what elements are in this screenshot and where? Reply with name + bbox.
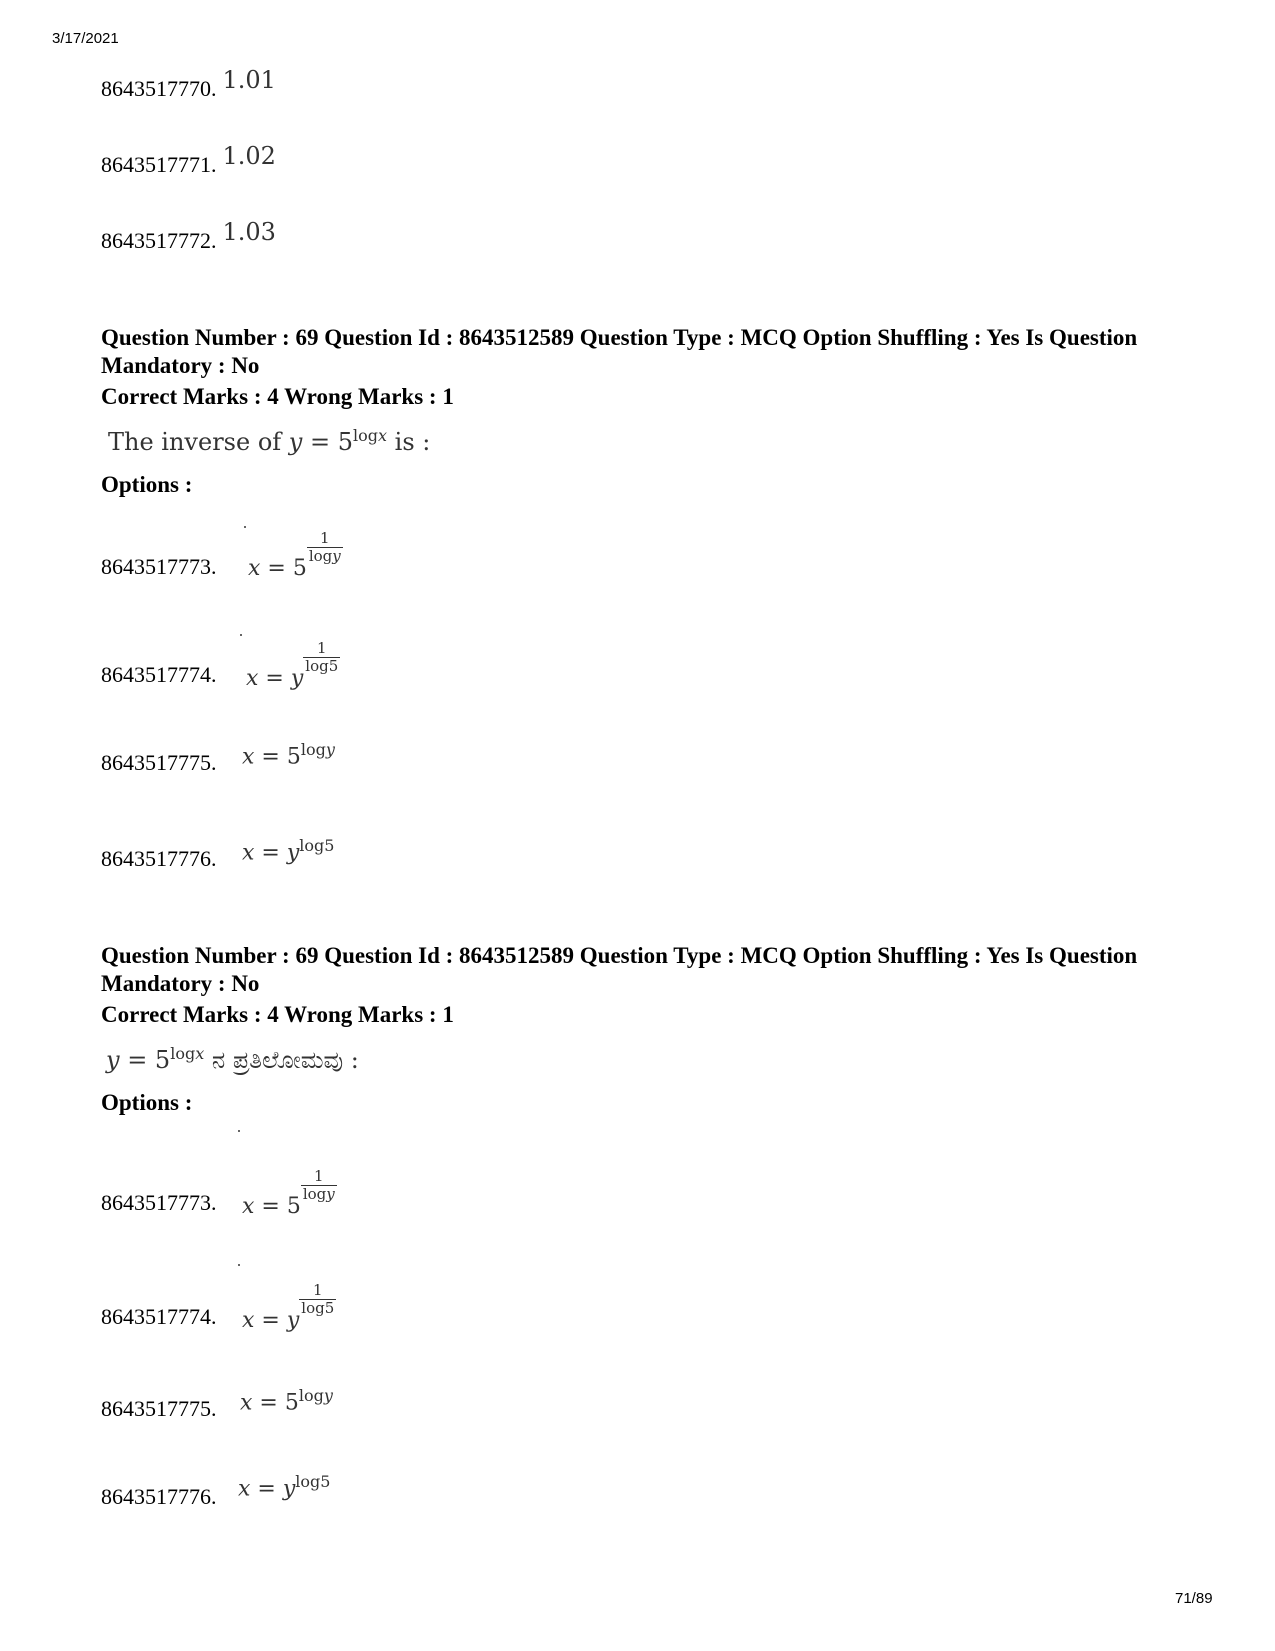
option-id: 8643517773. <box>101 554 217 579</box>
question-stem: The inverse of $y = 5^{logx}$ is : <box>108 426 431 456</box>
option-formula: $x = 5^{logy}$ <box>240 1386 333 1416</box>
option-formula: x = 5 $\frac{1}{\log y}$ <box>248 529 341 581</box>
question-marks: Correct Marks : 4 Wrong Marks : 1 <box>101 1002 454 1027</box>
option-formula: $x = y^{log5}$ <box>242 836 335 866</box>
option-formula: x = y $\frac{1}{\log 5}$ <box>242 1281 335 1333</box>
option-id: 8643517776. <box>101 846 217 871</box>
mark-dot <box>238 1130 240 1132</box>
option-formula: $x = y^{log5}$ <box>238 1472 331 1502</box>
options-label: Options : <box>101 1090 193 1115</box>
option-id: 8643517774. <box>101 662 217 687</box>
option-id: 8643517776. <box>101 1484 217 1509</box>
option-id: 8643517774. <box>101 1304 217 1329</box>
option-id: 8643517775. <box>101 1396 217 1421</box>
question-marks: Correct Marks : 4 Wrong Marks : 1 <box>101 384 454 409</box>
option-row <box>101 218 276 254</box>
mark-dot <box>238 1264 240 1266</box>
print-date: 3/17/2021 <box>52 30 119 47</box>
option-id: 8643517771. <box>101 152 217 177</box>
option-id: 8643517772. <box>101 228 217 253</box>
option-value: 1.02 <box>222 142 276 170</box>
option-id: 8643517770. <box>101 76 217 101</box>
question-stem: $y = 5^{logx}$ ನ ಪ್ರತಿಲೋಮವು : <box>106 1044 359 1074</box>
question-header: Question Number : 69 Question Id : 8643512589 Question Type : MCQ Option Shuffling : Yes Is Question Mandatory : No <box>101 325 1138 378</box>
page-number: 71/89 <box>1175 1590 1213 1607</box>
option-formula: x = y $\frac{1}{\log 5}$ <box>246 639 339 691</box>
option-formula: $x = 5^{logy}$ <box>242 740 335 770</box>
mark-dot <box>240 634 242 636</box>
option-value: 1.01 <box>222 66 276 94</box>
option-row <box>101 142 276 178</box>
option-value: 1.03 <box>222 218 276 246</box>
option-formula: x = 5 $\frac{1}{\log y}$ <box>242 1167 335 1219</box>
options-label: Options : <box>101 472 193 497</box>
option-row <box>101 66 276 102</box>
question-header: Question Number : 69 Question Id : 8643512589 Question Type : MCQ Option Shuffling : Yes Is Question Mandatory : No <box>101 943 1138 996</box>
option-id: 8643517775. <box>101 750 217 775</box>
mark-dot <box>244 526 246 528</box>
option-id: 8643517773. <box>101 1190 217 1215</box>
